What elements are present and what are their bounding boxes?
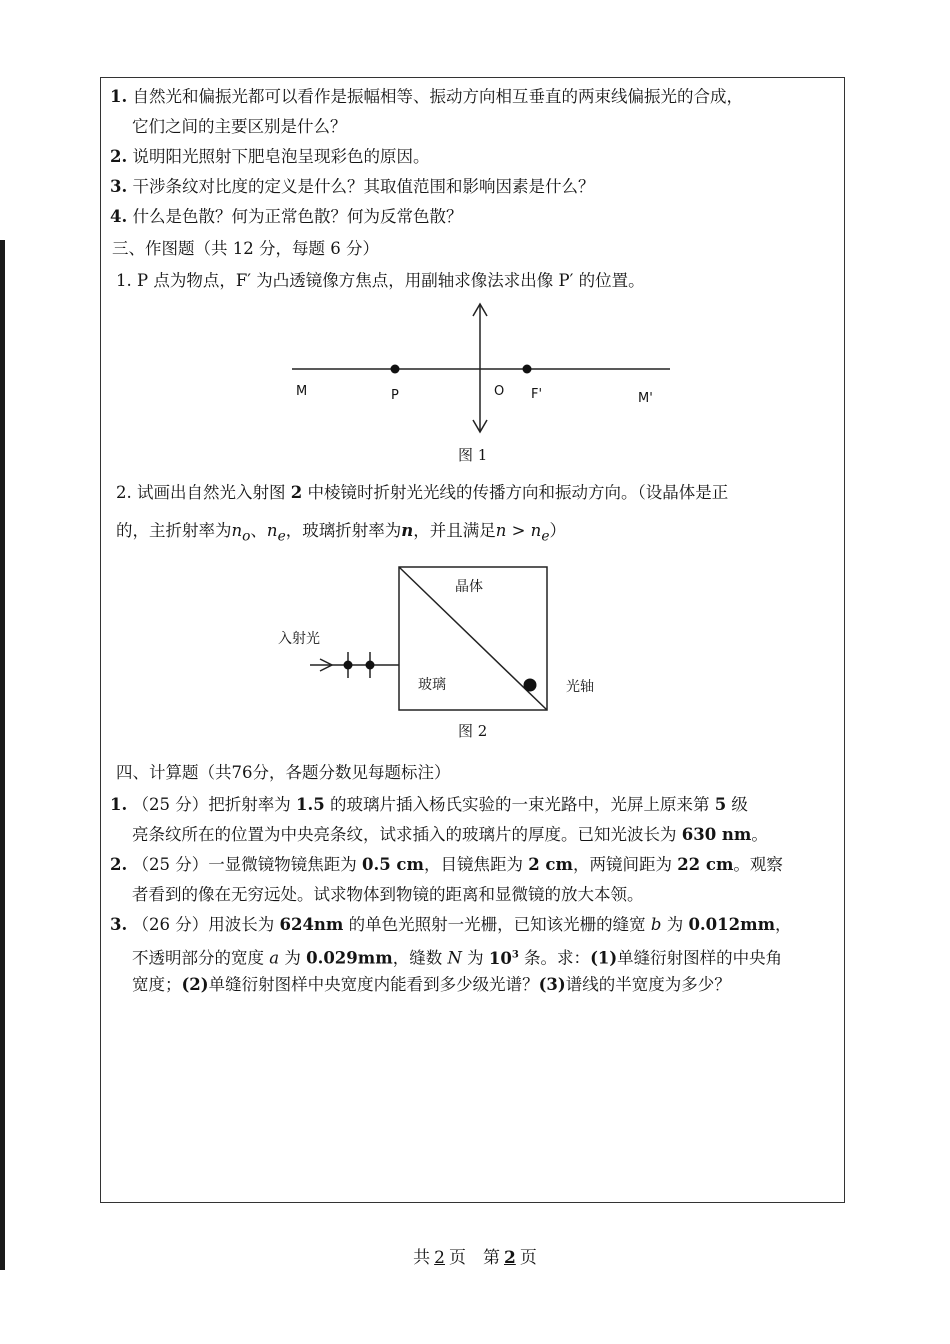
calc-question-2-line1: 2. （25 分）一显微镜物镜焦距为 0.5 cm，目镜焦距为 2 cm，两镜间距为 22 cm。观察 [110,855,783,874]
label-O: O [494,384,505,399]
section3-question-1: 1. P 点为物点，F′ 为凸透镜像方焦点，用副轴求像法求出像 P′ 的位置。 [116,271,645,290]
short-question-1-cont: 它们之间的主要区别是什么？ [132,117,347,136]
calc-question-1-line1: 1. （25 分）把折射率为 1.5 的玻璃片插入杨氏实验的一束光路中，光屏上原来第 5 级 [110,795,748,814]
focal-point-F [523,365,532,374]
vibration-dot-2 [366,661,375,670]
section3-heading: 三、作图题（共 12 分，每题 6 分） [112,239,379,258]
short-question-3: 3. 干涉条纹对比度的定义是什么？其取值范围和影响因素是什么？ [110,177,595,196]
calc-question-3-line1: 3. （26 分）用波长为 624nm 的单色光照射一光栅，已知该光栅的缝宽 b 为 0.012mm， [110,915,792,934]
calc-question-2-line2: 者看到的像在无穷远处。试求物体到物镜的距离和显微镜的放大本领。 [132,885,644,904]
scan-edge [0,240,5,1270]
page-footer: 共 2 页 第 2 页 [413,1248,537,1268]
label-M: M [296,384,308,399]
label-crystal: 晶体 [455,579,483,595]
label-F: F' [531,387,543,402]
section3-question-2-line1: 2. 试画出自然光入射图 2 中棱镜时折射光光线的传播方向和振动方向。（设晶体是正 [116,483,729,502]
calc-question-1-line2: 亮条纹所在的位置为中央亮条纹，试求插入的玻璃片的厚度。已知光波长为 630 nm。 [132,825,768,844]
label-M-prime: M' [638,391,653,406]
optic-axis-dot [524,679,537,692]
vibration-dot-1 [344,661,353,670]
label-P: P [391,388,399,403]
object-point-P [391,365,400,374]
label-optic-axis: 光轴 [566,679,594,695]
label-glass: 玻璃 [418,677,446,693]
section3-question-2-line2: 的，主折射率为$n_o$、$n_e$，玻璃折射率为n，并且满足$n > n_e$） [116,521,566,545]
figure-1-diagram [280,300,680,440]
calc-question-3-line2: 不透明部分的宽度 a 为 0.029mm，缝数 N 为 $10^3$ 条。求：(1)单缝衍射图样的中央角 [132,948,783,968]
figure-2-caption: 图 2 [458,722,488,740]
label-incident-light: 入射光 [278,631,320,647]
section4-heading: 四、计算题（共76分，各题分数见每题标注） [116,763,451,782]
short-question-4: 4. 什么是色散？何为正常色散？何为反常色散？ [110,207,463,226]
calc-question-3-line3: 宽度；(2)单缝衍射图样中央宽度内能看到多少级光谱？(3)谱线的半宽度为多少？ [132,975,731,994]
short-question-1: 1. 自然光和偏振光都可以看作是振幅相等、振动方向相互垂直的两束线偏振光的合成， [110,87,743,106]
figure-1-caption: 图 1 [458,446,488,464]
short-question-2: 2. 说明阳光照射下肥皂泡呈现彩色的原因。 [110,147,430,166]
figure-2-diagram [310,560,560,720]
